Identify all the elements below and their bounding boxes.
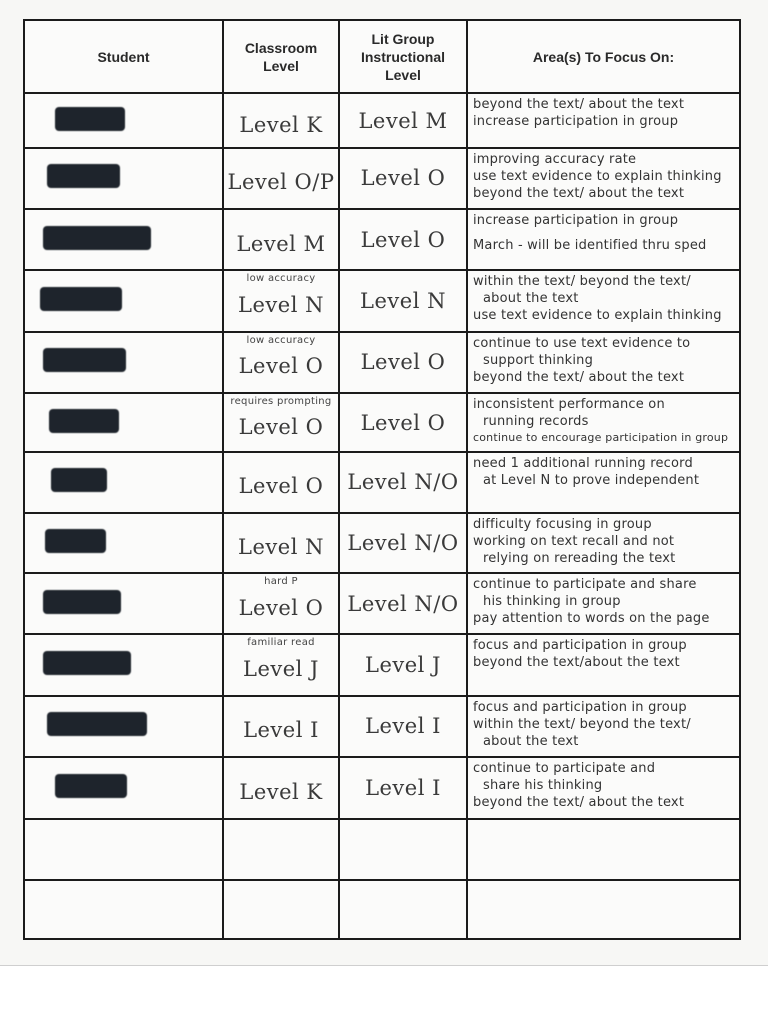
focus-areas-cell xyxy=(467,209,740,270)
redacted-name-bar xyxy=(55,107,125,131)
classroom-level-cell xyxy=(223,757,339,819)
lit-group-level-cell xyxy=(339,634,467,695)
lit-group-level-cell xyxy=(339,573,467,634)
focus-area-line: beyond the text/ about the text xyxy=(473,794,685,810)
redacted-name-bar xyxy=(55,774,127,798)
header-row xyxy=(24,20,740,93)
focus-area-line: use text evidence to explain thinking xyxy=(473,308,722,324)
classroom-level-value: Level O/P xyxy=(227,170,335,195)
focus-area-line: beyond the text/ about the text xyxy=(473,185,685,201)
focus-area-line: within the text/ beyond the text/ xyxy=(473,274,691,290)
lit-group-level-cell xyxy=(339,209,467,270)
lit-group-level-value: Level O xyxy=(360,350,446,375)
focus-areas-cell xyxy=(467,393,740,452)
student-cell xyxy=(24,880,223,939)
focus-areas-cell xyxy=(467,634,740,695)
student-cell xyxy=(24,513,223,573)
redacted-name-bar xyxy=(51,468,107,492)
classroom-level-cell xyxy=(223,209,339,270)
table-row xyxy=(24,696,740,757)
classroom-level-value: Level N xyxy=(238,534,324,559)
focus-area-line: share his thinking xyxy=(483,777,603,793)
focus-area-line: about the text xyxy=(483,291,579,307)
redacted-name-bar xyxy=(43,226,151,250)
student-cell xyxy=(24,634,223,695)
focus-areas-cell xyxy=(467,513,740,573)
classroom-level-cell xyxy=(223,148,339,209)
header-focus-areas: Area(s) To Focus On: xyxy=(467,20,740,93)
classroom-level-value: Level K xyxy=(239,780,323,805)
focus-area-line: March - will be identified thru sped xyxy=(473,238,707,253)
focus-area-line: use text evidence to explain thinking xyxy=(473,168,722,184)
focus-area-line: support thinking xyxy=(483,352,594,368)
student-cell xyxy=(24,573,223,634)
classroom-level-cell xyxy=(223,393,339,452)
focus-areas-cell xyxy=(467,452,740,512)
focus-area-line: at Level N to prove independent xyxy=(483,473,700,489)
student-cell xyxy=(24,757,223,819)
classroom-level-value: Level M xyxy=(236,231,326,256)
focus-area-line: need 1 additional running record xyxy=(473,456,693,472)
student-cell xyxy=(24,819,223,879)
student-cell xyxy=(24,452,223,512)
redacted-name-bar xyxy=(47,712,147,736)
focus-areas-cell xyxy=(467,93,740,147)
focus-area-line: focus and participation in group xyxy=(473,699,687,715)
focus-area-line: running records xyxy=(483,413,589,429)
lit-group-level-value: Level J xyxy=(365,652,441,677)
focus-area-line: working on text recall and not xyxy=(473,533,675,549)
classroom-level-note: hard P xyxy=(264,575,298,587)
focus-areas-cell xyxy=(467,880,740,939)
focus-area-line: increase participation in group xyxy=(473,213,679,228)
lit-group-level-value: Level N/O xyxy=(347,591,459,616)
table-row xyxy=(24,573,740,634)
focus-area-line: pay attention to words on the page xyxy=(473,610,710,626)
focus-area-line: continue to participate and share xyxy=(473,576,697,592)
focus-areas-cell xyxy=(467,696,740,757)
classroom-level-value: Level O xyxy=(238,414,324,439)
student-cell xyxy=(24,332,223,393)
student-cell xyxy=(24,93,223,147)
lit-group-level-value: Level O xyxy=(360,166,446,191)
focus-area-line: inconsistent performance on xyxy=(473,396,665,412)
focus-area-line: focus and participation in group xyxy=(473,638,687,654)
redacted-name-bar xyxy=(49,409,119,433)
classroom-level-value: Level O xyxy=(238,595,324,620)
reading-levels-table xyxy=(23,19,741,940)
table-body xyxy=(24,93,740,939)
table-row xyxy=(24,819,740,879)
lit-group-level-cell xyxy=(339,880,467,939)
focus-area-line: within the text/ beyond the text/ xyxy=(473,716,691,732)
redacted-name-bar xyxy=(47,164,120,188)
table-row xyxy=(24,880,740,939)
classroom-level-value: Level O xyxy=(238,474,324,499)
student-cell xyxy=(24,270,223,331)
focus-area-line: increase participation in group xyxy=(473,114,679,130)
table-row xyxy=(24,452,740,512)
table-row xyxy=(24,209,740,270)
focus-area-line: continue to encourage participation in group xyxy=(473,430,729,444)
classroom-level-value: Level N xyxy=(238,292,324,317)
header-lit-group-level: Lit Group Instructional Level xyxy=(339,20,467,93)
focus-area-line: about the text xyxy=(483,733,579,749)
lit-group-level-value: Level I xyxy=(365,714,441,739)
lit-group-level-value: Level O xyxy=(360,227,446,252)
table-row xyxy=(24,332,740,393)
lit-group-level-value: Level I xyxy=(365,776,441,801)
focus-area-line: relying on rereading the text xyxy=(483,550,676,566)
lit-group-level-value: Level N xyxy=(360,288,446,313)
redacted-name-bar xyxy=(43,651,131,675)
lit-group-level-cell xyxy=(339,757,467,819)
classroom-level-cell xyxy=(223,93,339,147)
classroom-level-cell xyxy=(223,513,339,573)
student-cell xyxy=(24,393,223,452)
scan-bottom-margin xyxy=(0,965,768,1025)
focus-area-line: beyond the text/ about the text xyxy=(473,369,685,385)
lit-group-level-value: Level M xyxy=(358,108,448,133)
header-classroom-level: Classroom Level xyxy=(223,20,339,93)
redacted-name-bar xyxy=(43,590,121,614)
header-student: Student xyxy=(24,20,223,93)
classroom-level-value: Level K xyxy=(239,112,323,137)
focus-area-line: beyond the text/about the text xyxy=(473,655,680,671)
classroom-level-value: Level O xyxy=(238,354,324,379)
focus-area-line: difficulty focusing in group xyxy=(473,516,652,532)
focus-areas-cell xyxy=(467,819,740,879)
focus-areas-cell xyxy=(467,270,740,331)
lit-group-level-cell xyxy=(339,148,467,209)
lit-group-level-cell xyxy=(339,332,467,393)
lit-group-level-cell xyxy=(339,452,467,512)
table-row xyxy=(24,757,740,819)
student-cell xyxy=(24,209,223,270)
focus-areas-cell xyxy=(467,757,740,819)
focus-areas-cell xyxy=(467,332,740,393)
table-row xyxy=(24,634,740,695)
redacted-name-bar xyxy=(45,529,106,553)
classroom-level-value: Level J xyxy=(243,656,319,681)
classroom-level-value: Level I xyxy=(243,718,319,743)
lit-group-level-value: Level O xyxy=(360,410,446,435)
classroom-level-cell xyxy=(223,270,339,331)
focus-area-line: continue to use text evidence to xyxy=(473,335,691,351)
table-row xyxy=(24,513,740,573)
lit-group-level-cell xyxy=(339,696,467,757)
table-row xyxy=(24,393,740,452)
classroom-level-cell xyxy=(223,634,339,695)
table-row xyxy=(24,93,740,147)
classroom-level-note: low accuracy xyxy=(246,334,316,346)
focus-area-line xyxy=(473,229,735,237)
classroom-level-cell xyxy=(223,452,339,512)
lit-group-level-value: Level N/O xyxy=(347,530,459,555)
lit-group-level-cell xyxy=(339,270,467,331)
classroom-level-note: requires prompting xyxy=(230,395,332,407)
focus-area-line: improving accuracy rate xyxy=(473,151,637,167)
focus-area-line: his thinking in group xyxy=(483,593,621,609)
lit-group-level-cell xyxy=(339,93,467,147)
lit-group-level-cell xyxy=(339,513,467,573)
lit-group-level-cell xyxy=(339,819,467,879)
classroom-level-cell xyxy=(223,880,339,939)
focus-areas-cell xyxy=(467,573,740,634)
student-cell xyxy=(24,148,223,209)
table-row xyxy=(24,148,740,209)
lit-group-level-cell xyxy=(339,393,467,452)
table-row xyxy=(24,270,740,331)
student-cell xyxy=(24,696,223,757)
classroom-level-cell xyxy=(223,332,339,393)
classroom-level-cell xyxy=(223,819,339,879)
classroom-level-cell xyxy=(223,696,339,757)
focus-areas-cell xyxy=(467,148,740,209)
focus-area-line: continue to participate and xyxy=(473,760,656,776)
redacted-name-bar xyxy=(43,348,126,372)
classroom-level-note: low accuracy xyxy=(246,273,316,285)
classroom-level-note: familiar read xyxy=(247,637,315,649)
classroom-level-cell xyxy=(223,573,339,634)
redacted-name-bar xyxy=(40,287,122,311)
lit-group-level-value: Level N/O xyxy=(347,470,459,495)
focus-area-line: beyond the text/ about the text xyxy=(473,97,685,113)
